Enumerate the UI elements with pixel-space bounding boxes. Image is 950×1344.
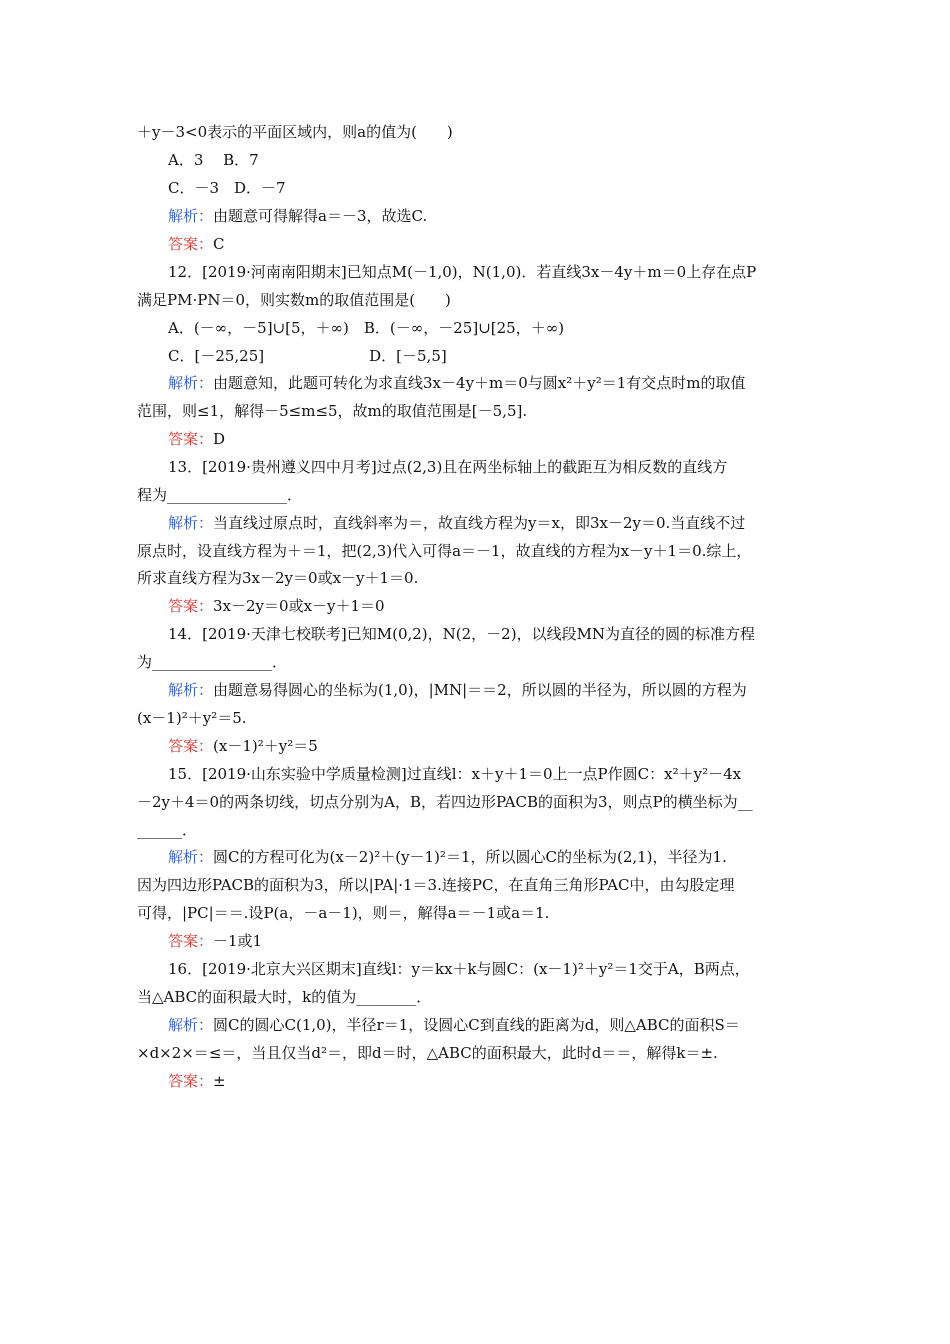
answer-label: 答案： — [168, 932, 214, 950]
q16-analysis-cont — [137, 1043, 718, 1063]
text: 15．[2019·山东实验中学质量检测]过直线l：x＋y＋1＝0上一点P作圆C：x²＋y²－4x — [168, 765, 742, 783]
q11-answer — [168, 234, 225, 254]
text: ______． — [137, 821, 198, 839]
q15-analysis-cont — [137, 875, 734, 895]
q11-options-ab — [168, 150, 259, 170]
q14-analysis-cont — [137, 708, 247, 728]
q13-stem-cont — [137, 485, 302, 505]
q13-analysis — [168, 513, 745, 533]
q15-analysis-cont2 — [137, 903, 549, 923]
q12-analysis-cont — [137, 401, 527, 421]
text: (x－1)²＋y²＝5 — [213, 737, 318, 755]
text: 因为四边形PACB的面积为3，所以|PA|·1＝3.连接PC，在直角三角形PAC中，由勾股定理 — [137, 876, 735, 894]
text: 3x－2y＝0或x－y＋1＝0 — [213, 597, 385, 615]
q13-stem — [168, 457, 727, 477]
analysis-label: 解析： — [168, 207, 214, 225]
q11-stem-tail — [137, 122, 453, 142]
answer-label: 答案： — [168, 597, 214, 615]
text: 圆C的圆心C(1,0)，半径r＝1，设圆心C到直线的距离为d，则△ABC的面积S＝ — [213, 1016, 740, 1034]
q12-options-ab — [168, 318, 564, 338]
q12-stem — [168, 262, 756, 282]
text: －1或1 — [213, 932, 263, 950]
text: 12．[2019·河南南阳期末]已知点M(－1,0)，N(1,0)．若直线3x－4y＋m＝0上存在点P — [168, 263, 757, 281]
text: A．(－∞，－5]∪[5，＋∞) B．(－∞，－25]∪[25，＋∞) — [168, 319, 565, 337]
q13-analysis-cont2 — [137, 568, 418, 588]
text: 由题意可得解得a＝－3，故选C. — [213, 207, 428, 225]
q16-stem-cont — [137, 987, 431, 1007]
q15-answer — [168, 931, 262, 951]
analysis-label: 解析： — [168, 681, 214, 699]
text: ×d×2×＝≤＝，当且仅当d²＝，即d＝时，△ABC的面积最大，此时d＝＝，解得k＝±. — [137, 1044, 718, 1062]
q14-answer — [168, 736, 318, 756]
text: A．3 B．7 — [168, 151, 259, 169]
text: C．[－25,25] D．[－5,5] — [168, 347, 447, 365]
text: ± — [213, 1072, 226, 1090]
text: 由题意知，此题可转化为求直线3x－4y＋m＝0与圆x²＋y²＝1有交点时m的取值 — [213, 374, 746, 392]
text: 当△ABC的面积最大时，k的值为________． — [137, 988, 432, 1006]
answer-label: 答案： — [168, 1072, 214, 1090]
q15-stem-cont — [137, 792, 753, 812]
text: D — [213, 430, 226, 448]
text: 由题意易得圆心的坐标为(1,0)，|MN|＝＝2，所以圆的半径为，所以圆的方程为 — [213, 681, 747, 699]
text: 圆C的方程可化为(x－2)²＋(y－1)²＝1，所以圆心C的坐标为(2,1)，半径为1. — [213, 848, 727, 866]
q15-stem-cont2 — [137, 820, 197, 840]
q14-analysis — [168, 680, 747, 700]
analysis-label: 解析： — [168, 1016, 214, 1034]
analysis-label: 解析： — [168, 514, 214, 532]
text: ＋y－3<0表示的平面区域内，则a的值为( ) — [137, 123, 453, 141]
q13-analysis-cont — [137, 541, 751, 561]
q12-options-cd — [168, 346, 447, 366]
text: 13．[2019·贵州遵义四中月考]过点(2,3)且在两坐标轴上的截距互为相反数的直线方 — [168, 458, 728, 476]
text: (x－1)²＋y²＝5. — [137, 709, 247, 727]
q16-answer — [168, 1071, 226, 1091]
text: 满足PM·PN＝0，则实数m的取值范围是( ) — [137, 291, 451, 309]
text: 16．[2019·北京大兴区期末]直线l：y＝kx＋k与圆C：(x－1)²＋y²＝1交于A，B两点， — [168, 960, 750, 978]
text: C．－3 D．－7 — [168, 179, 286, 197]
text: －2y＋4＝0的两条切线，切点分别为A，B，若四边形PACB的面积为3，则点P的横坐标为__ — [137, 793, 753, 811]
text: 为________________． — [137, 653, 288, 671]
q13-answer — [168, 596, 385, 616]
q16-stem — [168, 959, 750, 979]
q14-stem — [168, 624, 755, 644]
answer-label: 答案： — [168, 737, 214, 755]
text: 范围，则≤1，解得－5≤m≤5，故m的取值范围是[－5,5]. — [137, 402, 528, 420]
text: 14．[2019·天津七校联考]已知M(0,2)，N(2，－2)，以线段MN为直径的圆的标准方程 — [168, 625, 756, 643]
text: 所求直线方程为3x－2y＝0或x－y＋1＝0. — [137, 569, 419, 587]
q15-stem — [168, 764, 741, 784]
text: 原点时，设直线方程为＋＝1，把(2,3)代入可得a＝－1，故直线的方程为x－y＋1＝0.综上， — [137, 542, 752, 560]
q16-analysis — [168, 1015, 740, 1035]
q11-options-cd — [168, 178, 286, 198]
text: 程为________________． — [137, 486, 303, 504]
q12-stem-cont — [137, 290, 451, 310]
text: C — [213, 235, 225, 253]
answer-label: 答案： — [168, 235, 214, 253]
q12-answer — [168, 429, 225, 449]
q15-analysis — [168, 847, 727, 867]
text: 可得，|PC|＝＝.设P(a，－a－1)，则＝，解得a＝－1或a＝1. — [137, 904, 550, 922]
answer-label: 答案： — [168, 430, 214, 448]
analysis-label: 解析： — [168, 374, 214, 392]
q11-analysis — [168, 206, 427, 226]
q14-stem-cont — [137, 652, 287, 672]
text: 当直线过原点时，直线斜率为＝，故直线方程为y＝x，即3x－2y＝0.当直线不过 — [213, 514, 746, 532]
analysis-label: 解析： — [168, 848, 214, 866]
q12-analysis — [168, 373, 746, 393]
